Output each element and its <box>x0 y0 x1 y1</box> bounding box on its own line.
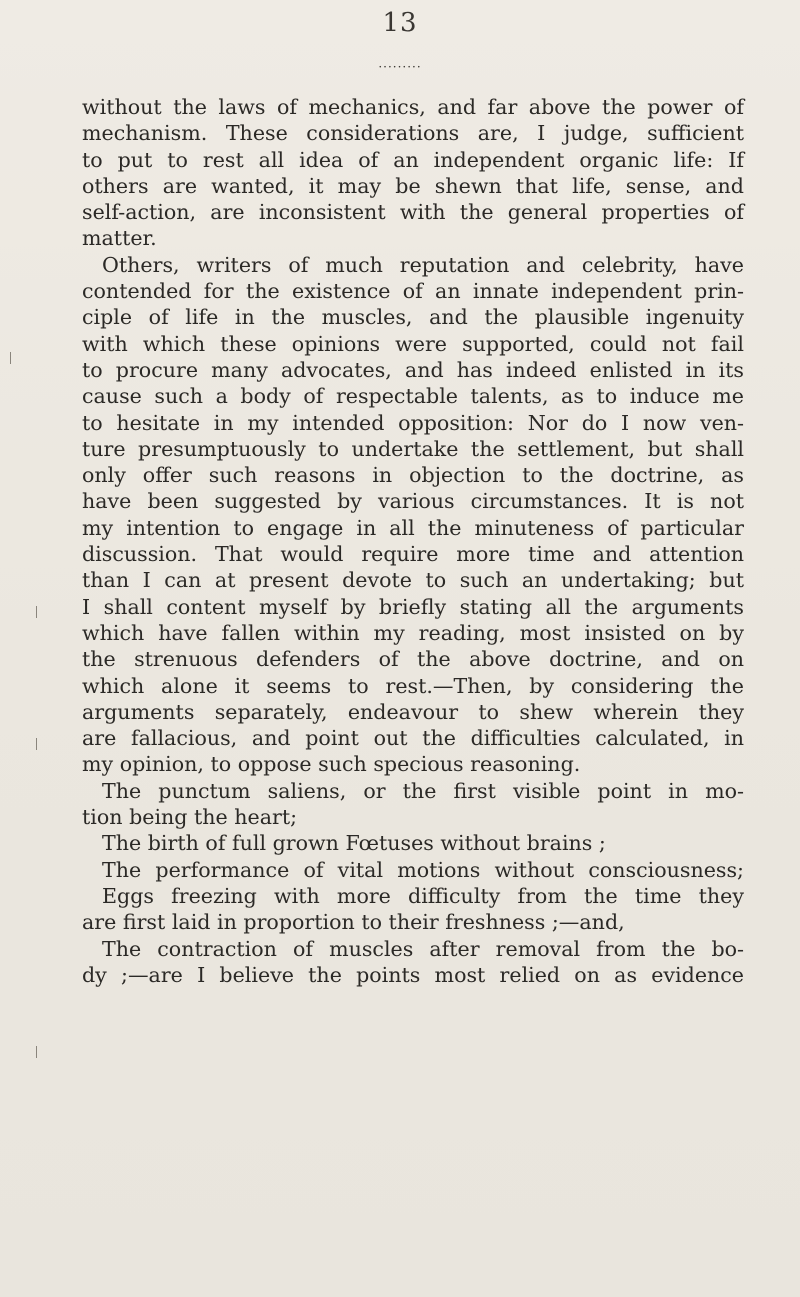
text-line: discussion. That would require more time and attention <box>82 542 744 567</box>
text-line: The birth of full grown Fœtuses without brains ; <box>102 831 606 856</box>
text-line: The contraction of muscles after removal from the bo- <box>102 936 744 961</box>
text-line: than I can at present devote to such an undertaking; but <box>82 568 744 593</box>
margin-tick <box>10 352 11 364</box>
text-line: tion being the heart; <box>82 805 298 830</box>
margin-tick <box>36 738 37 750</box>
text-line: my intention to engage in all the minuteness of particular <box>82 515 744 540</box>
text-line: to procure many advocates, and has indeed enlisted in its <box>82 357 744 382</box>
text-line: to put to rest all idea of an independent organic life: If <box>82 147 744 172</box>
text-line: The performance of vital motions without consciousness; <box>102 857 744 882</box>
text-line: self-action, are inconsistent with the general properties of <box>82 200 744 225</box>
text-line: others are wanted, it may be shewn that life, sense, and <box>82 173 744 198</box>
text-line: which have fallen within my reading, most insisted on by <box>82 620 744 645</box>
text-line: have been suggested by various circumstances. It is not <box>82 489 744 514</box>
text-line: contended for the existence of an innate independent prin- <box>82 279 744 304</box>
text-line: ture presumptuously to undertake the settlement, but shall <box>82 436 744 461</box>
margin-tick <box>36 606 37 618</box>
text-line: with which these opinions were supported, could not fail <box>82 331 744 356</box>
text-line: are first laid in proportion to their freshness ;—and, <box>82 910 625 935</box>
text-line: dy ;—are I believe the points most relied on as evidence <box>82 962 744 987</box>
page-number: 13 <box>382 8 418 38</box>
text-line: The punctum saliens, or the first visible point in mo- <box>102 778 744 803</box>
text-line: only offer such reasons in objection to the doctrine, as <box>82 463 744 488</box>
body-text <box>82 94 744 988</box>
text-line: matter. <box>82 226 157 251</box>
text-line: arguments separately, endeavour to shew wherein they <box>82 699 744 724</box>
ornament-rule: ········· <box>378 60 422 74</box>
text-line: without the laws of mechanics, and far above the power of <box>82 95 744 119</box>
text-line: ciple of life in the muscles, and the plausible ingenuity <box>82 305 744 330</box>
text-line: to hesitate in my intended opposition: Nor do I now ven- <box>82 410 744 435</box>
text-line: Others, writers of much reputation and celebrity, have <box>102 252 744 277</box>
text-line: the strenuous defenders of the above doctrine, and on <box>82 647 744 672</box>
text-line: which alone it seems to rest.—Then, by considering the <box>82 673 744 698</box>
text-line: my opinion, to oppose such specious reasoning. <box>82 752 581 777</box>
text-line: are fallacious, and point out the difficulties calculated, in <box>82 726 744 751</box>
text-line: Eggs freezing with more difficulty from the time they <box>102 883 744 908</box>
text-line: I shall content myself by briefly stating all the arguments <box>82 594 744 619</box>
margin-tick <box>36 1046 37 1058</box>
text-line: mechanism. These considerations are, I judge, sufficient <box>82 121 744 146</box>
text-line: cause such a body of respectable talents, as to induce me <box>82 384 744 409</box>
